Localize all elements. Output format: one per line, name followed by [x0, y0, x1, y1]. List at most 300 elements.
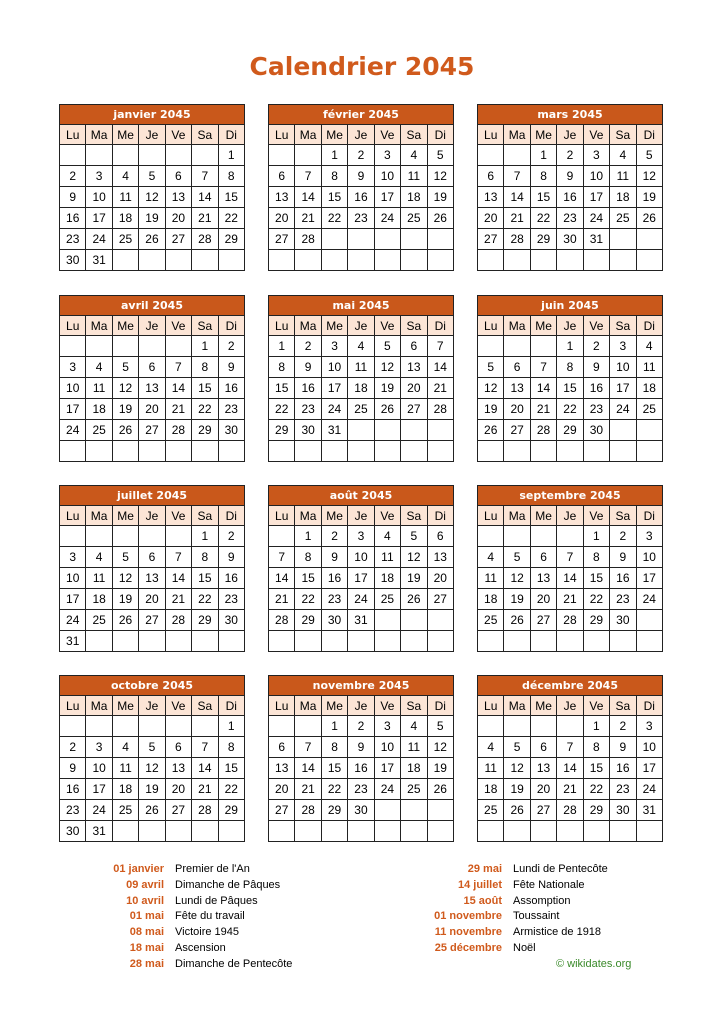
holiday-row	[84, 862, 292, 878]
day-cell	[139, 336, 165, 357]
day-cell	[321, 631, 347, 652]
day-cell: 23	[60, 229, 86, 250]
day-cell	[504, 250, 530, 271]
day-cell: 5	[504, 737, 530, 758]
day-cell: 16	[321, 568, 347, 589]
day-cell: 12	[401, 547, 427, 568]
day-cell: 28	[192, 800, 218, 821]
day-cell: 21	[427, 378, 453, 399]
weekday-header: Di	[218, 696, 244, 716]
day-cell: 12	[636, 166, 662, 187]
day-cell: 22	[530, 208, 556, 229]
day-cell: 28	[295, 229, 321, 250]
day-cell: 14	[192, 187, 218, 208]
day-cell: 2	[348, 716, 374, 737]
weekday-header: Je	[348, 316, 374, 336]
day-cell: 17	[60, 589, 86, 610]
day-cell	[269, 821, 295, 842]
day-cell	[636, 420, 662, 441]
month-calendar	[268, 485, 454, 652]
day-cell	[530, 821, 556, 842]
day-cell: 4	[401, 716, 427, 737]
day-cell: 7	[504, 166, 530, 187]
day-cell	[165, 716, 191, 737]
day-cell	[583, 250, 609, 271]
month-title: octobre 2045	[60, 676, 245, 696]
day-cell: 23	[610, 589, 636, 610]
month-title: juin 2045	[478, 296, 663, 316]
weekday-header: Ma	[504, 125, 530, 145]
day-cell: 17	[636, 568, 662, 589]
day-cell: 18	[86, 589, 112, 610]
day-cell: 3	[60, 357, 86, 378]
day-cell: 19	[504, 779, 530, 800]
day-cell: 2	[321, 526, 347, 547]
day-cell	[60, 716, 86, 737]
weekday-header: Di	[427, 125, 453, 145]
day-cell: 23	[295, 399, 321, 420]
day-cell: 20	[530, 779, 556, 800]
day-cell: 21	[192, 779, 218, 800]
day-cell: 1	[295, 526, 321, 547]
day-cell	[112, 716, 138, 737]
day-cell: 9	[60, 187, 86, 208]
holiday-date: 29 mai	[467, 863, 502, 875]
day-cell	[557, 526, 583, 547]
day-cell	[636, 631, 662, 652]
day-cell	[478, 821, 504, 842]
day-cell: 25	[401, 779, 427, 800]
day-cell: 19	[139, 779, 165, 800]
holiday-date: 15 août	[463, 894, 502, 907]
day-cell: 14	[295, 758, 321, 779]
day-cell	[530, 526, 556, 547]
day-cell: 3	[321, 336, 347, 357]
holiday-list-right	[422, 862, 608, 957]
day-cell: 8	[269, 357, 295, 378]
day-cell: 6	[269, 166, 295, 187]
day-cell	[504, 336, 530, 357]
day-cell: 19	[427, 758, 453, 779]
day-cell	[86, 441, 112, 462]
day-cell: 3	[374, 716, 400, 737]
day-cell: 20	[427, 568, 453, 589]
day-cell: 25	[610, 208, 636, 229]
day-cell: 16	[295, 378, 321, 399]
day-cell: 12	[504, 568, 530, 589]
day-cell	[374, 229, 400, 250]
day-cell: 21	[295, 779, 321, 800]
weekday-header: Sa	[192, 316, 218, 336]
day-cell: 27	[504, 420, 530, 441]
day-cell: 17	[636, 758, 662, 779]
day-cell: 27	[427, 589, 453, 610]
day-cell: 21	[192, 208, 218, 229]
day-cell: 4	[610, 145, 636, 166]
day-cell: 7	[295, 737, 321, 758]
day-cell	[139, 441, 165, 462]
day-cell: 9	[348, 737, 374, 758]
day-cell: 28	[295, 800, 321, 821]
day-cell: 27	[139, 610, 165, 631]
day-cell	[610, 441, 636, 462]
day-cell: 9	[610, 547, 636, 568]
day-cell: 25	[478, 610, 504, 631]
day-cell: 24	[60, 610, 86, 631]
day-cell: 13	[478, 187, 504, 208]
day-cell	[401, 229, 427, 250]
weekday-header: Ma	[86, 316, 112, 336]
weekday-header: Lu	[478, 696, 504, 716]
day-cell	[165, 250, 191, 271]
day-cell: 21	[530, 399, 556, 420]
weekday-header: Me	[112, 506, 138, 526]
day-cell: 4	[478, 737, 504, 758]
weekday-header: Ma	[504, 696, 530, 716]
day-cell: 2	[557, 145, 583, 166]
day-cell: 28	[530, 420, 556, 441]
weekday-header: Me	[530, 316, 556, 336]
day-cell: 1	[321, 716, 347, 737]
day-cell	[427, 229, 453, 250]
holiday-name: Fête Nationale	[513, 878, 585, 891]
day-cell: 1	[321, 145, 347, 166]
month-title: janvier 2045	[60, 105, 245, 125]
day-cell: 4	[401, 145, 427, 166]
weekday-header: Lu	[269, 316, 295, 336]
day-cell: 24	[86, 229, 112, 250]
day-cell: 18	[401, 187, 427, 208]
weekday-header: Sa	[610, 125, 636, 145]
holiday-date: 01 janvier	[113, 863, 164, 875]
weekday-header: Ma	[504, 506, 530, 526]
day-cell: 2	[60, 166, 86, 187]
day-cell: 30	[557, 229, 583, 250]
day-cell: 19	[504, 589, 530, 610]
day-cell: 19	[374, 378, 400, 399]
weekday-header: Sa	[610, 316, 636, 336]
day-cell: 15	[192, 378, 218, 399]
day-cell: 8	[192, 357, 218, 378]
day-cell	[583, 441, 609, 462]
day-cell: 6	[139, 547, 165, 568]
day-cell: 13	[165, 187, 191, 208]
day-cell	[504, 821, 530, 842]
day-cell: 31	[636, 800, 662, 821]
holiday-row	[84, 925, 292, 941]
day-cell: 13	[401, 357, 427, 378]
weekday-header: Di	[636, 125, 662, 145]
weekday-header: Je	[348, 696, 374, 716]
day-cell: 22	[583, 589, 609, 610]
weekday-header: Lu	[60, 696, 86, 716]
month-calendar	[59, 675, 245, 842]
day-cell: 29	[295, 610, 321, 631]
day-cell	[374, 631, 400, 652]
month-calendar	[477, 295, 663, 462]
day-cell	[139, 631, 165, 652]
day-cell: 22	[557, 399, 583, 420]
day-cell: 27	[165, 800, 191, 821]
day-cell: 25	[112, 229, 138, 250]
day-cell: 17	[321, 378, 347, 399]
weekday-header: Ve	[583, 316, 609, 336]
day-cell	[374, 420, 400, 441]
day-cell: 25	[112, 800, 138, 821]
weekday-header: Ma	[295, 125, 321, 145]
day-cell: 15	[218, 187, 244, 208]
weekday-header: Ma	[86, 506, 112, 526]
weekday-header: Lu	[269, 125, 295, 145]
day-cell	[427, 800, 453, 821]
day-cell	[139, 250, 165, 271]
day-cell: 12	[112, 378, 138, 399]
day-cell: 15	[583, 568, 609, 589]
day-cell: 9	[218, 357, 244, 378]
day-cell	[295, 250, 321, 271]
holiday-date: 01 mai	[129, 910, 164, 923]
day-cell: 22	[192, 399, 218, 420]
day-cell: 11	[374, 547, 400, 568]
day-cell: 3	[636, 716, 662, 737]
day-cell: 15	[321, 758, 347, 779]
month-calendar	[59, 485, 245, 652]
day-cell: 18	[86, 399, 112, 420]
day-cell	[557, 250, 583, 271]
day-cell: 31	[86, 250, 112, 271]
day-cell	[60, 145, 86, 166]
holiday-date: 01 novembre	[434, 910, 502, 923]
weekday-header: Ve	[374, 696, 400, 716]
day-cell	[218, 821, 244, 842]
holiday-name: Victoire 1945	[175, 926, 240, 939]
day-cell: 8	[583, 547, 609, 568]
day-cell: 12	[504, 758, 530, 779]
weekday-header: Di	[427, 696, 453, 716]
day-cell: 26	[504, 800, 530, 821]
holiday-name: Fête du travail	[175, 910, 245, 923]
weekday-header: Lu	[478, 316, 504, 336]
day-cell: 4	[112, 737, 138, 758]
day-cell: 30	[218, 420, 244, 441]
day-cell: 28	[504, 229, 530, 250]
day-cell: 21	[557, 779, 583, 800]
credit-text: © wikidates.org	[556, 958, 632, 970]
month-calendar	[59, 295, 245, 462]
day-cell: 5	[427, 716, 453, 737]
day-cell: 6	[478, 166, 504, 187]
weekday-header: Ve	[374, 506, 400, 526]
day-cell	[295, 821, 321, 842]
day-cell: 28	[269, 610, 295, 631]
day-cell	[636, 610, 662, 631]
day-cell: 15	[192, 568, 218, 589]
weekday-header: Je	[557, 696, 583, 716]
day-cell	[295, 145, 321, 166]
weekday-header: Di	[636, 506, 662, 526]
day-cell: 30	[610, 610, 636, 631]
day-cell: 31	[348, 610, 374, 631]
day-cell: 16	[557, 187, 583, 208]
day-cell: 31	[583, 229, 609, 250]
month-title: juillet 2045	[60, 486, 245, 506]
weekday-header: Sa	[192, 506, 218, 526]
day-cell: 29	[192, 610, 218, 631]
day-cell: 29	[192, 420, 218, 441]
day-cell: 25	[478, 800, 504, 821]
day-cell: 15	[269, 378, 295, 399]
day-cell: 8	[557, 357, 583, 378]
day-cell	[139, 716, 165, 737]
day-cell	[504, 631, 530, 652]
day-cell: 20	[504, 399, 530, 420]
holiday-name: Lundi de Pâques	[175, 894, 258, 907]
day-cell: 28	[165, 420, 191, 441]
day-cell: 9	[321, 547, 347, 568]
day-cell	[427, 631, 453, 652]
day-cell	[86, 716, 112, 737]
day-cell: 28	[192, 229, 218, 250]
holiday-date: 10 avril	[126, 894, 164, 907]
day-cell	[530, 716, 556, 737]
day-cell: 26	[504, 610, 530, 631]
day-cell	[269, 716, 295, 737]
day-cell: 26	[139, 800, 165, 821]
weekday-header: Di	[427, 316, 453, 336]
day-cell: 7	[427, 336, 453, 357]
day-cell: 2	[583, 336, 609, 357]
day-cell: 21	[504, 208, 530, 229]
weekday-header: Di	[218, 506, 244, 526]
day-cell: 27	[165, 229, 191, 250]
day-cell	[348, 250, 374, 271]
day-cell	[504, 526, 530, 547]
day-cell: 4	[86, 547, 112, 568]
day-cell: 25	[374, 589, 400, 610]
weekday-header: Ma	[295, 316, 321, 336]
day-cell: 12	[112, 568, 138, 589]
day-cell: 9	[295, 357, 321, 378]
holiday-name: Lundi de Pentecôte	[513, 863, 608, 875]
day-cell: 1	[583, 716, 609, 737]
day-cell: 28	[557, 800, 583, 821]
day-cell	[374, 250, 400, 271]
weekday-header: Sa	[610, 506, 636, 526]
day-cell	[401, 441, 427, 462]
day-cell: 18	[112, 208, 138, 229]
day-cell	[557, 441, 583, 462]
day-cell: 11	[86, 378, 112, 399]
day-cell	[530, 336, 556, 357]
day-cell: 16	[60, 779, 86, 800]
holiday-name: Ascension	[175, 941, 226, 954]
day-cell: 21	[165, 589, 191, 610]
day-cell: 25	[401, 208, 427, 229]
day-cell: 26	[401, 589, 427, 610]
day-cell	[478, 336, 504, 357]
day-cell	[610, 420, 636, 441]
day-cell	[192, 821, 218, 842]
weekday-header: Di	[427, 506, 453, 526]
day-cell: 4	[374, 526, 400, 547]
day-cell	[321, 250, 347, 271]
day-cell: 5	[139, 737, 165, 758]
day-cell	[427, 610, 453, 631]
month-calendar	[477, 675, 663, 842]
day-cell: 10	[86, 187, 112, 208]
day-cell: 26	[112, 420, 138, 441]
day-cell: 25	[86, 610, 112, 631]
day-cell: 20	[165, 779, 191, 800]
day-cell	[139, 145, 165, 166]
day-cell: 12	[478, 378, 504, 399]
day-cell: 13	[269, 187, 295, 208]
day-cell: 15	[557, 378, 583, 399]
day-cell: 31	[321, 420, 347, 441]
weekday-header: Di	[636, 696, 662, 716]
day-cell: 14	[557, 758, 583, 779]
day-cell: 2	[348, 145, 374, 166]
day-cell: 23	[610, 779, 636, 800]
weekday-header: Je	[139, 696, 165, 716]
day-cell	[295, 631, 321, 652]
day-cell	[583, 821, 609, 842]
day-cell: 2	[218, 336, 244, 357]
day-cell	[165, 631, 191, 652]
day-cell	[218, 250, 244, 271]
holiday-name: Toussaint	[513, 910, 560, 923]
weekday-header: Ve	[165, 506, 191, 526]
day-cell: 5	[112, 547, 138, 568]
day-cell	[60, 526, 86, 547]
day-cell: 29	[269, 420, 295, 441]
month-title: décembre 2045	[478, 676, 663, 696]
day-cell	[139, 526, 165, 547]
day-cell: 6	[530, 547, 556, 568]
day-cell: 12	[427, 737, 453, 758]
weekday-header: Me	[321, 316, 347, 336]
weekday-header: Ma	[295, 506, 321, 526]
weekday-header: Sa	[192, 696, 218, 716]
day-cell: 3	[86, 166, 112, 187]
day-cell	[218, 631, 244, 652]
holiday-name: Premier de l'An	[175, 863, 250, 875]
holiday-date: 14 juillet	[457, 878, 502, 891]
day-cell	[269, 526, 295, 547]
day-cell: 13	[139, 378, 165, 399]
day-cell: 6	[139, 357, 165, 378]
weekday-header: Me	[530, 696, 556, 716]
day-cell: 15	[530, 187, 556, 208]
holiday-name: Assomption	[513, 894, 571, 907]
day-cell: 27	[269, 229, 295, 250]
page-title: Calendrier 2045	[249, 52, 475, 81]
day-cell: 10	[636, 547, 662, 568]
weekday-header: Me	[530, 506, 556, 526]
day-cell: 24	[348, 589, 374, 610]
day-cell	[192, 250, 218, 271]
holiday-date: 09 avril	[126, 878, 164, 891]
day-cell: 6	[530, 737, 556, 758]
weekday-header: Lu	[60, 506, 86, 526]
day-cell	[60, 441, 86, 462]
day-cell: 27	[139, 420, 165, 441]
day-cell	[348, 821, 374, 842]
day-cell: 19	[112, 589, 138, 610]
day-cell	[269, 631, 295, 652]
day-cell: 3	[374, 145, 400, 166]
day-cell: 6	[165, 737, 191, 758]
